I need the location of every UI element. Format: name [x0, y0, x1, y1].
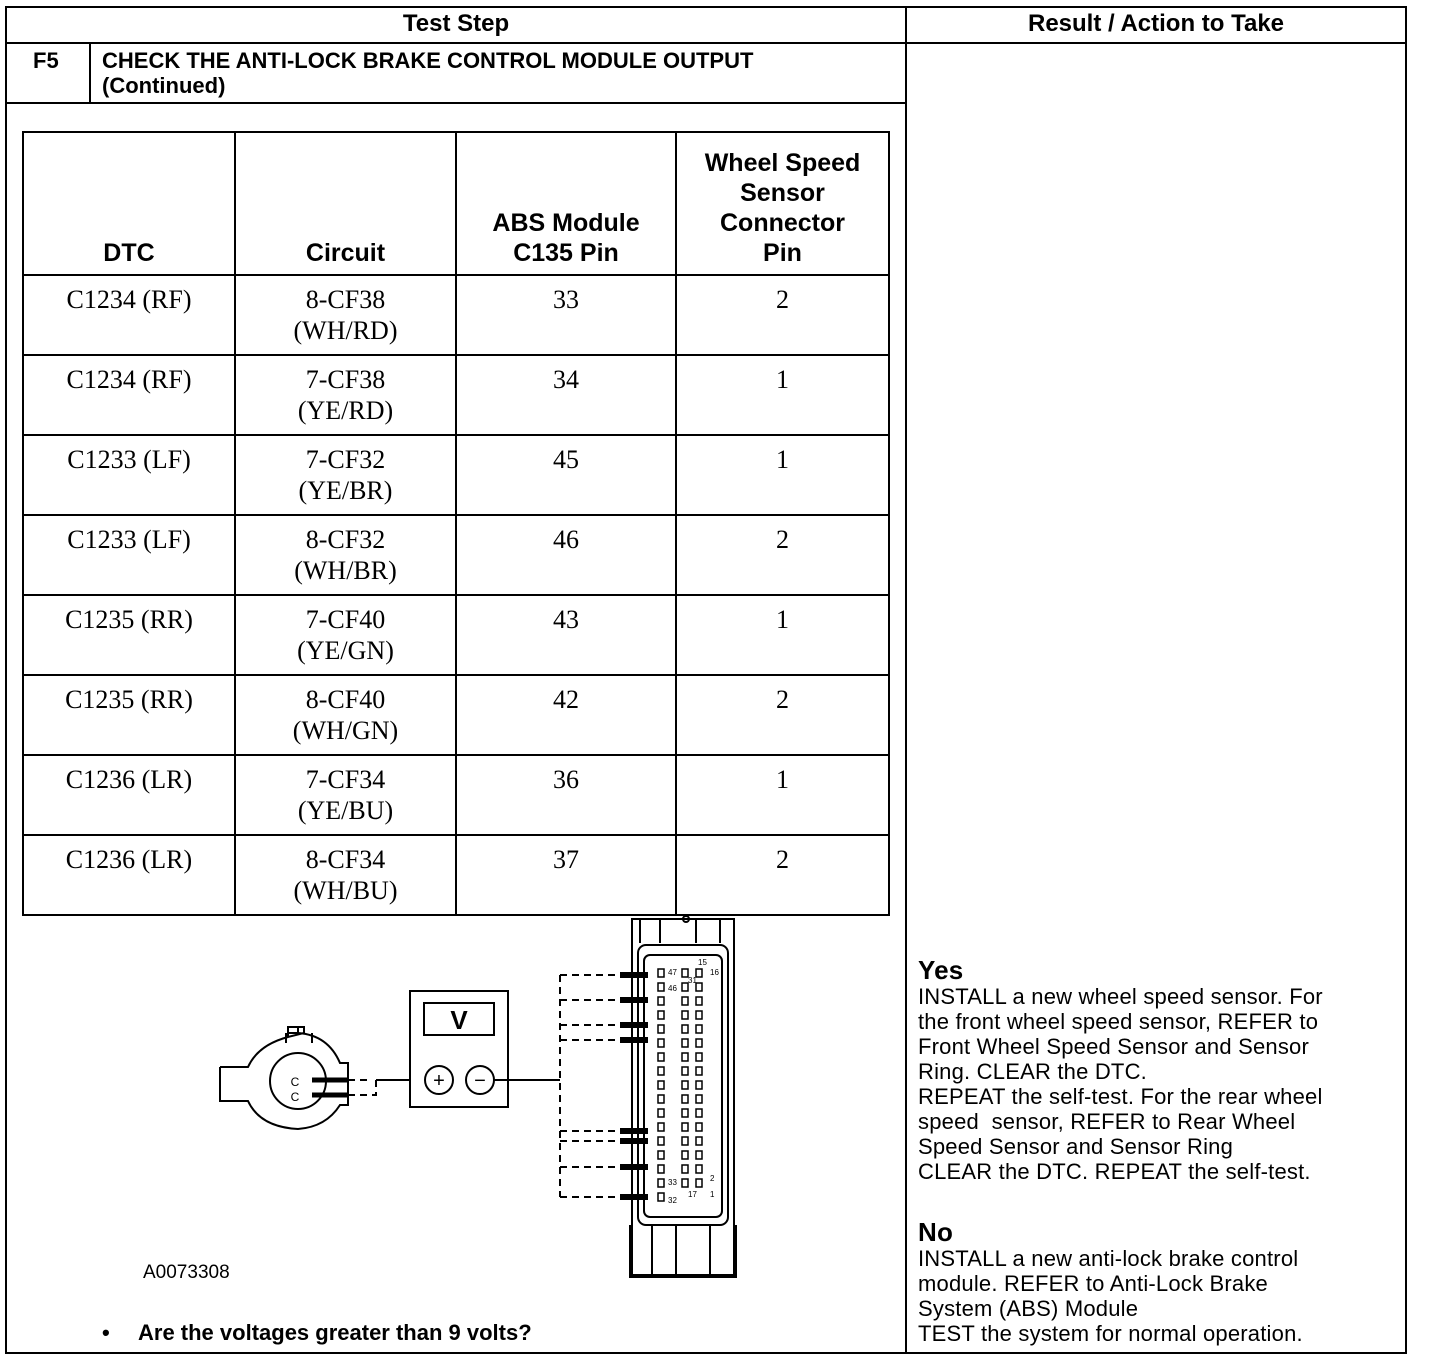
yes-line: the front wheel speed sensor, REFER to	[918, 1009, 1319, 1034]
abs-pin-cell: 45	[456, 435, 676, 515]
step-title-line1: CHECK THE ANTI-LOCK BRAKE CONTROL MODULE OUTPUT	[102, 48, 754, 73]
step-number-divider	[89, 42, 91, 104]
connector-pin-label: 2	[710, 1174, 715, 1183]
sensor-pin-cell: 2	[676, 515, 889, 595]
yes-line: REPEAT the self-test. For the rear wheel	[918, 1084, 1323, 1109]
no-result	[918, 1218, 1398, 1346]
minus-terminal-label: −	[474, 1070, 486, 1092]
table-row	[23, 355, 889, 435]
dtc-cell: C1235 (RR)	[23, 595, 235, 675]
sensor-terminal-label: C	[290, 1090, 300, 1104]
dtc-cell: C1236 (LR)	[23, 835, 235, 915]
circuit-cell: 7-CF38 (YE/RD)	[235, 355, 456, 435]
yes-line: INSTALL a new wheel speed sensor. For	[918, 984, 1323, 1009]
sensor-pin-cell: 1	[676, 755, 889, 835]
sensor-pin-cell: 1	[676, 595, 889, 675]
sensor-pin-cell: 1	[676, 355, 889, 435]
abs-pin-cell: 42	[456, 675, 676, 755]
yes-line: Front Wheel Speed Sensor and Sensor	[918, 1034, 1310, 1059]
connector-pin-label: 15	[698, 958, 707, 967]
jumper-wires	[560, 975, 620, 1197]
yes-line: Ring. CLEAR the DTC.	[918, 1059, 1147, 1084]
column-header-sensor-pin: Wheel Speed Sensor Connector Pin	[676, 132, 889, 275]
dtc-cell: C1235 (RR)	[23, 675, 235, 755]
yes-line: Speed Sensor and Sensor Ring	[918, 1134, 1234, 1159]
connector-pin-label: 47	[668, 968, 677, 977]
dtc-cell: C1236 (LR)	[23, 755, 235, 835]
column-header-dtc: DTC	[23, 132, 235, 275]
sensor-pin-cell: 2	[676, 275, 889, 355]
table-row	[23, 675, 889, 755]
circuit-cell: 7-CF40 (YE/GN)	[235, 595, 456, 675]
connector-pin-label: 46	[668, 984, 677, 993]
connector-pin-label: 1	[710, 1190, 715, 1199]
connector-pin-label: 16	[710, 968, 719, 977]
plus-terminal-label: +	[433, 1070, 445, 1092]
pin-table	[22, 131, 890, 916]
header-divider	[5, 42, 1407, 44]
table-row	[23, 755, 889, 835]
abs-pin-cell: 36	[456, 755, 676, 835]
step-title	[102, 48, 753, 98]
table-row	[23, 835, 889, 915]
no-heading: No	[918, 1217, 954, 1247]
circuit-cell: 7-CF32 (YE/BR)	[235, 435, 456, 515]
dtc-cell: C1233 (LF)	[23, 435, 235, 515]
yes-heading: Yes	[918, 955, 964, 985]
yes-line: speed sensor, REFER to Rear Wheel	[918, 1109, 1296, 1134]
sensor-pin-cell: 2	[676, 835, 889, 915]
table-header-row	[23, 132, 889, 275]
yes-line: CLEAR the DTC. REPEAT the self-test.	[918, 1159, 1311, 1184]
result-action-header: Result / Action to Take	[1027, 10, 1285, 37]
abs-pin-cell: 33	[456, 275, 676, 355]
sensor-pin-cell: 1	[676, 435, 889, 515]
no-line: System (ABS) Module	[918, 1296, 1139, 1321]
question-bullet: •	[102, 1320, 110, 1345]
circuit-cell: 7-CF34 (YE/BU)	[235, 755, 456, 835]
figure-id: A0073308	[143, 1262, 230, 1283]
abs-pin-cell: 37	[456, 835, 676, 915]
connector-pin-label: 33	[668, 1178, 677, 1187]
yes-result	[918, 956, 1398, 1184]
sensor-terminal-label: C	[290, 1075, 300, 1089]
step-number: F5	[33, 48, 59, 73]
column-header-circuit: Circuit	[235, 132, 456, 275]
no-line: INSTALL a new anti-lock brake control	[918, 1246, 1299, 1271]
table-row	[23, 515, 889, 595]
meter-symbol: V	[450, 1005, 468, 1035]
test-step-header: Test Step	[402, 10, 510, 37]
circuit-cell: 8-CF40 (WH/GN)	[235, 675, 456, 755]
wiring-diagram	[200, 905, 760, 1295]
step-title-divider	[5, 102, 907, 104]
connector-pin-label: 17	[688, 1190, 697, 1199]
dtc-cell: C1234 (RF)	[23, 275, 235, 355]
abs-pin-cell: 43	[456, 595, 676, 675]
circuit-cell: 8-CF38 (WH/RD)	[235, 275, 456, 355]
abs-pin-cell: 34	[456, 355, 676, 435]
circuit-cell: 8-CF32 (WH/BR)	[235, 515, 456, 595]
table-row	[23, 435, 889, 515]
question-text: Are the voltages greater than 9 volts?	[138, 1320, 532, 1345]
no-line: module. REFER to Anti-Lock Brake	[918, 1271, 1268, 1296]
connector-pin-label: 32	[668, 1196, 677, 1205]
connector-pin-label: 31	[688, 976, 697, 985]
table-row	[23, 275, 889, 355]
table-row	[23, 595, 889, 675]
no-line: TEST the system for normal operation.	[918, 1321, 1303, 1346]
abs-module-connector-icon	[630, 916, 736, 1277]
column-divider	[905, 6, 907, 1354]
column-header-abs-pin: ABS Module C135 Pin	[456, 132, 676, 275]
circuit-cell: 8-CF34 (WH/BU)	[235, 835, 456, 915]
step-title-line2: (Continued)	[102, 73, 226, 98]
dtc-cell: C1234 (RF)	[23, 355, 235, 435]
sensor-pin-cell: 2	[676, 675, 889, 755]
dtc-cell: C1233 (LF)	[23, 515, 235, 595]
abs-pin-cell: 46	[456, 515, 676, 595]
